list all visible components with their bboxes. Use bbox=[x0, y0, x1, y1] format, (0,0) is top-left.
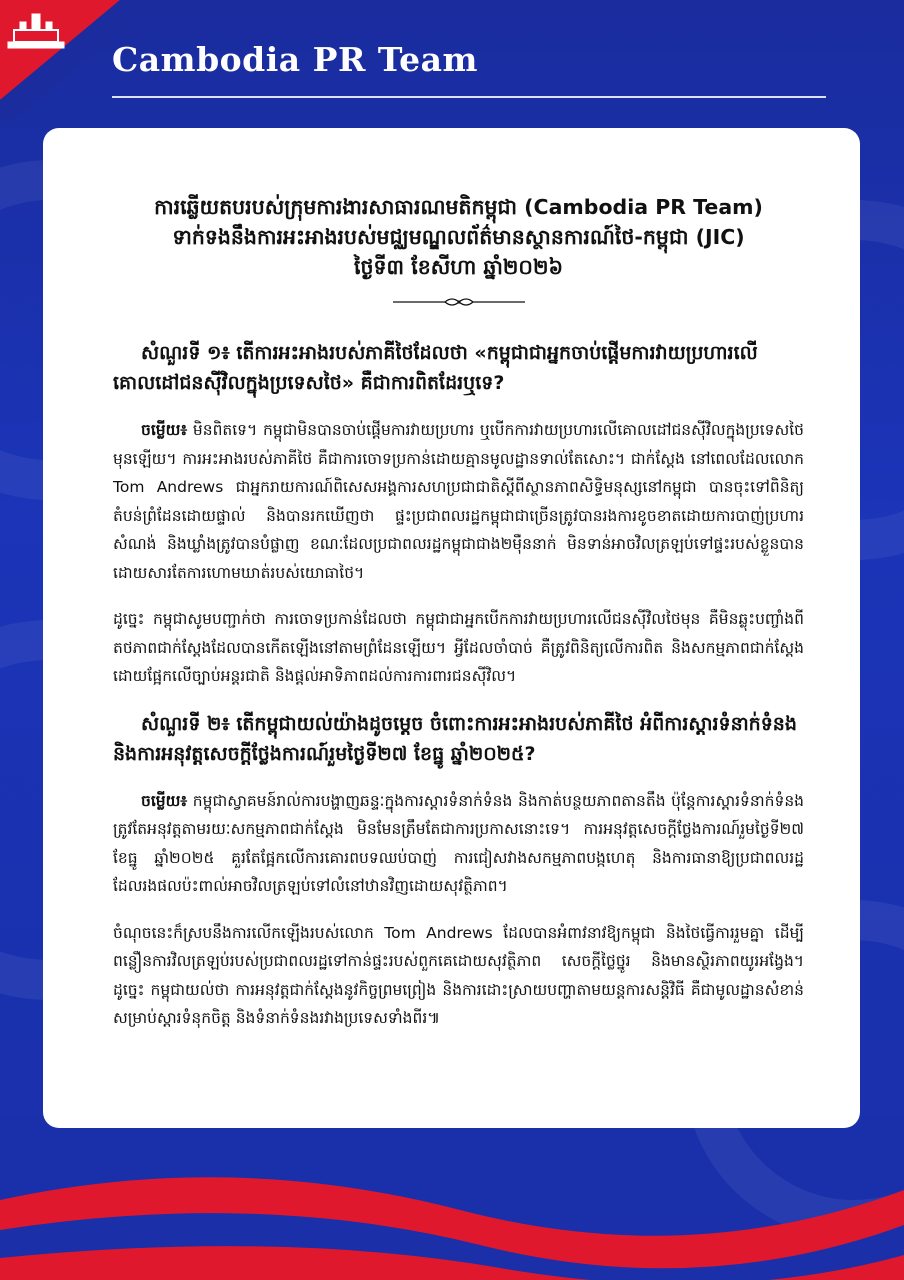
question-1: សំណួរទី ១៖ តើការអះអាងរបស់ភាគីថៃដែលថា «កម្ពុជាជាអ្នកចាប់ផ្តើមការវាយប្រហារលើគោលដៅជនស៊ីវិលក្នុងប្រទេសថៃ» គឺជាការពិតដែរឬទេ? bbox=[113, 342, 758, 394]
document-title bbox=[113, 192, 804, 282]
flag-wave-band bbox=[0, 1130, 904, 1280]
answer-label: ចម្លើយ៖ bbox=[141, 791, 188, 810]
team-name-header: Cambodia PR Team bbox=[112, 40, 478, 79]
title-line: ថ្ងៃទី៣ ខែសីហា ឆ្នាំ២០២៦ bbox=[354, 255, 563, 279]
answer-text: កម្ពុជាស្វាគមន៍រាល់ការបង្ហាញឆន្ទៈក្នុងការស្តារទំនាក់ទំនង និងកាត់បន្ថយភាពតានតឹង ប៉ុន្តែការស្តារទំនាក់ទំនងត្រូវតែអនុវត្តតាមរយៈសកម្មភាពជាក់ស្តែង មិនមែនត្រឹមតែជាការប្រកាសនោះទេ។ ការអនុវត្តសេចក្តីថ្លែងការណ៍រួមថ្ងៃទី២៧ ខែធ្នូ ឆ្នាំ២០២៥ គួរតែផ្អែកលើការគោរពបទឈប់បាញ់ ការជៀសវាងសកម្មភាពបង្កហេតុ និងការធានាឱ្យប្រជាពលរដ្ឋដែលរងផលប៉ះពាល់អាចវិលត្រឡប់ទៅលំនៅឋានវិញដោយសុវត្ថិភាព។ bbox=[113, 791, 804, 895]
title-line: ការឆ្លើយតបរបស់ក្រុមការងារសាធារណមតិកម្ពុជា (Cambodia PR Team) bbox=[154, 195, 763, 219]
title-line: ទាក់ទងនឹងការអះអាងរបស់មជ្ឈមណ្ឌលព័ត៌មានស្ថានការណ៍ថៃ-កម្ពុជា (JIC) bbox=[172, 225, 745, 249]
ornament-divider-icon bbox=[389, 296, 529, 308]
answer-1 bbox=[113, 416, 804, 587]
answer-2 bbox=[113, 787, 804, 901]
answer-label: ចម្លើយ៖ bbox=[141, 421, 188, 439]
header-divider bbox=[112, 96, 826, 98]
answer-text: មិនពិតទេ។ កម្ពុជាមិនបានចាប់ផ្តើមការវាយប្រហារ ឬបើកការវាយប្រហារលើគោលដៅជនស៊ីវិលក្នុងប្រទេសថៃមុនឡើយ។ ការអះអាងរបស់ភាគីថៃ គឺជាការចោទប្រកាន់ដោយគ្មានមូលដ្ឋានទាល់តែសោះ។ ជាក់ស្តែង នៅពេលដែលលោក Tom Andrews ជាអ្នករាយការណ៍ពិសេសអង្គការសហប្រជាជាតិស្តីពីស្ថានភាពសិទ្ធិមនុស្សនៅកម្ពុជា បានចុះទៅពិនិត្យតំបន់ព្រំដែនដោយផ្ទាល់ និងបានរកឃើញថា ផ្ទះប្រជាពលរដ្ឋកម្ពុជាជាច្រើនត្រូវបានរងការខូចខាតដោយការបាញ់ប្រហារ សំណង់ និងឃ្លាំងត្រូវបានបំផ្លាញ ខណៈដែលប្រជាពលរដ្ឋកម្ពុជាជាង២ម៉ឺននាក់ មិនទាន់អាចវិលត្រឡប់ទៅផ្ទះរបស់ខ្លួនបានដោយសារតែការហោមឃាត់របស់យោធាថៃ។ bbox=[113, 421, 804, 582]
document-card bbox=[43, 128, 860, 1128]
answer-2-followup: ចំណុចនេះក៏ស្របនឹងការលើកឡើងរបស់លោក Tom Andrews ដែលបានអំពាវនាវឱ្យកម្ពុជា និងថៃធ្វើការរួមគ្នា ដើម្បីពន្លឿនការវិលត្រឡប់របស់ប្រជាពលរដ្ឋទៅកាន់ផ្ទះរបស់ពួកគេដោយសុវត្ថិភាព សេចក្តីថ្លៃថ្នូរ និងមានស្ថិរភាពយូរអង្វែង។ ដូច្នេះ កម្ពុជាយល់ថា ការអនុវត្តជាក់ស្តែងនូវកិច្ចព្រមព្រៀង និងការដោះស្រាយបញ្ហាតាមយន្តការសន្តិវិធី គឺជាមូលដ្ឋានសំខាន់សម្រាប់ស្តារទំនុកចិត្ត និងទំនាក់ទំនងរវាងប្រទេសទាំងពីរ៕ bbox=[113, 923, 804, 1027]
question-2: សំណួរទី ២៖ តើកម្ពុជាយល់យ៉ាងដូចម្តេច ចំពោះការអះអាងរបស់ភាគីថៃ អំពីការស្តារទំនាក់ទំនង និងការអនុវត្តសេចក្តីថ្លែងការណ៍រួមថ្ងៃទី២៧ ខែធ្នូ ឆ្នាំ២០២៥? bbox=[113, 712, 797, 765]
answer-1-followup: ដូច្នេះ កម្ពុជាសូមបញ្ជាក់ថា ការចោទប្រកាន់ដែលថា កម្ពុជាជាអ្នកបើកការវាយប្រហារលើជនស៊ីវិលថៃមុន គឺមិនឆ្លុះបញ្ចាំងពីតថភាពជាក់ស្តែងដែលបានកើតឡើងនៅតាមព្រំដែនឡើយ។ អ្វីដែលចាំបាច់ គឺត្រូវពិនិត្យលើការពិត និងសកម្មភាពជាក់ស្តែង ដោយផ្អែកលើច្បាប់អន្តរជាតិ និងផ្តល់អាទិភាពដល់ការការពារជនស៊ីវិល។ bbox=[113, 610, 804, 685]
